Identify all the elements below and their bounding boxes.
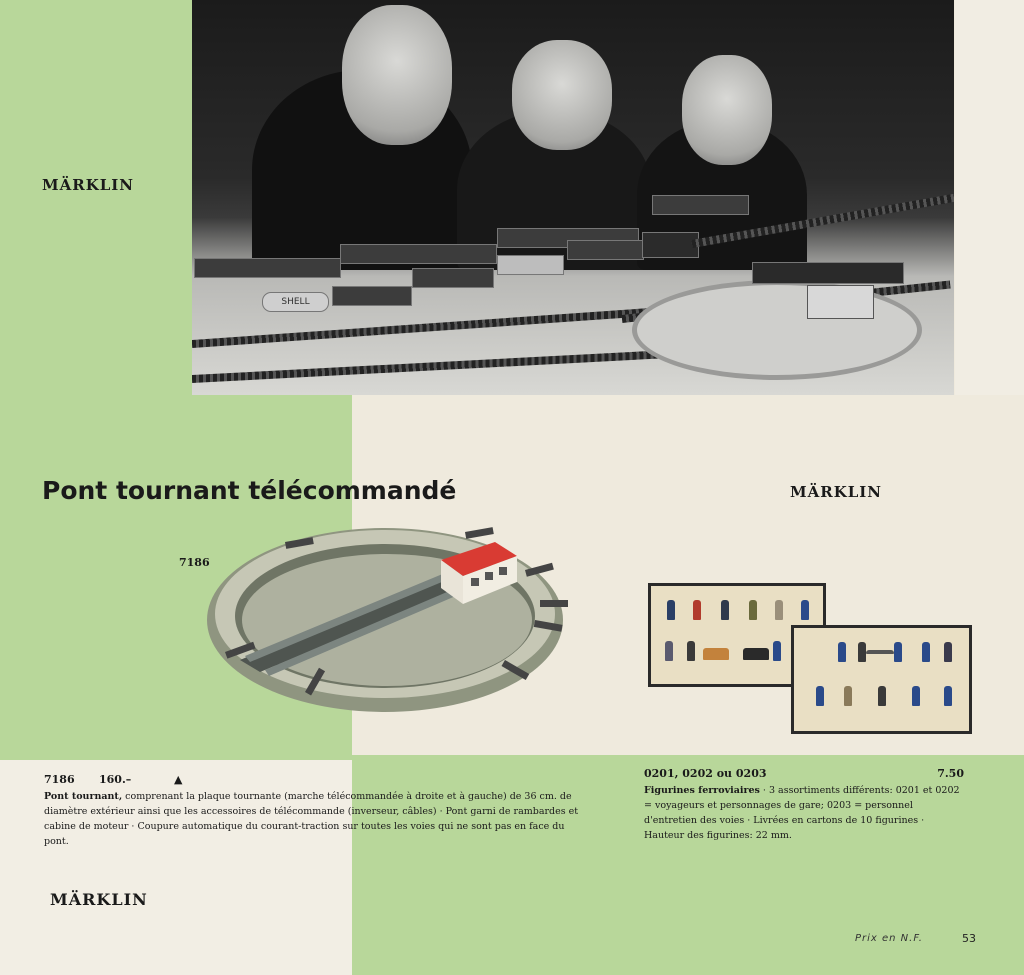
figurines-illustration [648,580,973,735]
coach-2 [340,244,497,264]
product-numbers-figurines: 0201, 0202 ou 0203 [644,767,767,780]
product-number-7186: 7186 [44,773,75,786]
product-text-7186: comprenant la plaque tournante (marche télécommandée à droite et à gauche) de 36 cm. de diamètre extérieur ainsi que les accessoires de télécommande (inverseur, câbles) · Pont garni de rambardes et cabine de moteur · Coupure automatique du courant-traction sur toutes les voies qui ne sont pas en face du pont. [44,791,579,847]
photo-family-train-layout [192,0,954,395]
description-7186-body [44,789,589,849]
image-label-7186: 7186 [179,556,210,569]
tank-wagon-label: SHELL [281,297,310,307]
freight-wagon-2 [412,268,494,288]
tank-wagon [262,292,329,312]
coach-1 [194,258,341,278]
description-7186 [44,772,589,849]
locomotive [642,232,699,258]
price-figurines: 7.50 [937,767,964,780]
freight-wagon-3 [497,255,564,275]
description-figurines-header [644,766,964,781]
price-7186: 160.– [99,773,132,786]
top-right-margin [955,0,1024,395]
track-1 [192,307,661,348]
product-text-figurines: · 3 assortiments différents: 0201 et 0202 = voyageurs et personnages de gare; 0203 = personnel d'entretien des voies · Livrées en cartons de 10 figurines · Hauteur des figurines: 22 mm. [644,785,960,841]
description-figurines-body [644,783,964,843]
railcar [652,195,749,215]
brand-logo-top: MÄRKLIN [42,176,135,194]
turntable-illustration [205,520,580,720]
steam-locomotive [752,262,904,284]
freight-wagon-1 [332,286,412,306]
brand-logo-bottom: MÄRKLIN [50,890,148,909]
turntable-cabin-photo [807,285,874,319]
man-face [342,5,452,145]
description-figurines [644,766,964,843]
product-name-figurines: Figurines ferroviaires [644,785,760,796]
product-name-7186: Pont tournant, [44,791,123,802]
figurine-card-track-workers [791,625,972,734]
track-2 [192,350,662,383]
page-number: 53 [962,932,976,945]
child-two-face [682,55,772,165]
remote-control-marker: ▲ [174,773,183,786]
page-title: Pont tournant télécommandé [42,476,457,505]
freight-wagon-4 [567,240,644,260]
price-note: Prix en N.F. [855,933,923,944]
child-one-face [512,40,612,150]
photo-turntable [632,280,922,380]
description-7186-header [44,772,589,787]
brand-logo-middle: MÄRKLIN [790,483,883,501]
